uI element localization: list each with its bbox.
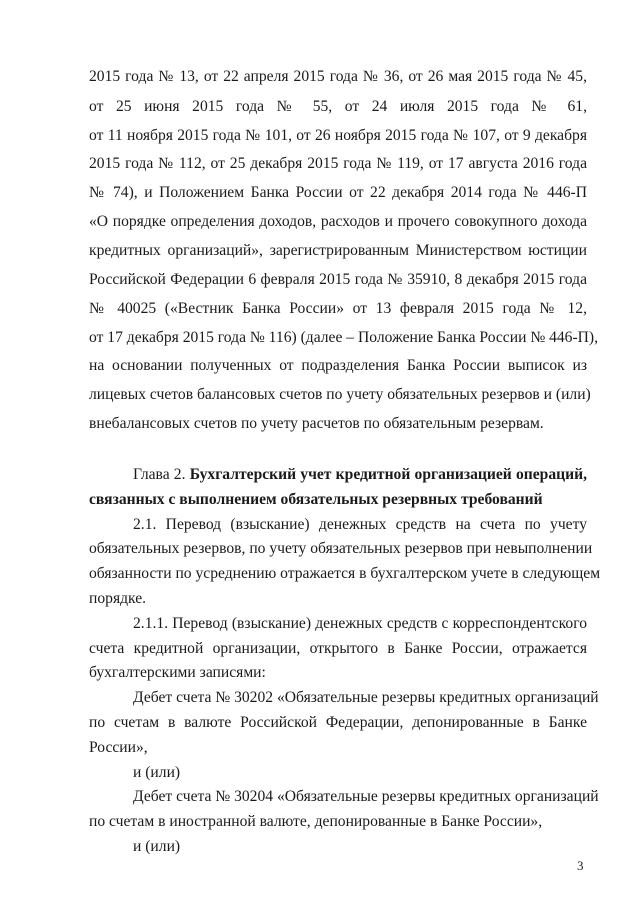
or-connector: и (или): [133, 838, 181, 855]
section-line: обязательных резервов, по учету обязательных резервов при невыполнении: [89, 540, 593, 557]
paragraph-line: от 25 июня 2015 года № 55, от 24 июля 2015 года № 61,: [89, 98, 587, 115]
paragraph-line: 2015 года № 13, от 22 апреля 2015 года № 36, от 26 мая 2015 года № 45,: [89, 68, 587, 85]
chapter-prefix: Глава 2.: [133, 466, 186, 483]
account-entry-line: России»,: [89, 739, 148, 756]
account-entry-line: Дебет счета № 30204 «Обязательные резервы кредитных организаций: [133, 788, 599, 805]
account-entry-line: по счетам в иностранной валюте, депонированные в Банке России»,: [89, 813, 543, 830]
account-entry-line: Дебет счета № 30202 «Обязательные резервы кредитных организаций: [133, 689, 599, 706]
paragraph-line: на основании полученных от подразделения Банка России выписок из: [89, 357, 587, 374]
paragraph-line: 2015 года № 112, от 25 декабря 2015 года № 119, от 17 августа 2016 года: [89, 155, 587, 172]
section-line: порядке.: [89, 590, 147, 607]
account-entry-line: по счетам в валюте Российской Федерации, депонированные в Банке: [89, 714, 587, 731]
chapter-heading: [133, 464, 587, 486]
paragraph-line: лицевых счетов балансовых счетов по учету обязательных резервов и (или): [89, 386, 591, 403]
paragraph-line: Российской Федерации 6 февраля 2015 года № 35910, 8 декабря 2015 года: [89, 271, 587, 288]
chapter-title-line-2: связанных с выполнением обязательных резервных требований: [89, 491, 543, 508]
paragraph-line: № 40025 («Вестник Банка России» от 13 февраля 2015 года № 12,: [89, 300, 587, 317]
section-line: 2.1.1. Перевод (взыскание) денежных средств с корреспондентского: [133, 615, 587, 632]
section-line: счета кредитной организации, открытого в Банке России, отражается: [89, 640, 587, 657]
paragraph-line: от 11 ноября 2015 года № 101, от 26 ноября 2015 года № 107, от 9 декабря: [89, 127, 587, 144]
or-connector: и (или): [133, 764, 181, 781]
section-line: обязанности по усреднению отражается в бухгалтерском учете в следующем: [89, 565, 601, 582]
paragraph-line: от 17 декабря 2015 года № 116) (далее – Положение Банка России № 446-П),: [89, 329, 599, 346]
chapter-title-line-1: Бухгалтерский учет кредитной организацией операций,: [189, 466, 587, 483]
paragraph-line: кредитных организаций», зарегистрированным Министерством юстиции: [89, 242, 587, 259]
paragraph-line: № 74), и Положением Банка России от 22 декабря 2014 года № 446-П: [89, 184, 587, 201]
paragraph-line: внебалансовых счетов по учету расчетов по обязательным резервам.: [89, 415, 544, 432]
page-number: 3: [577, 858, 584, 873]
paragraph-line: «О порядке определения доходов, расходов и прочего совокупного дохода: [89, 213, 587, 230]
section-line: бухгалтерскими записями:: [89, 664, 266, 681]
section-line: 2.1. Перевод (взыскание) денежных средств на счета по учету: [133, 516, 587, 533]
